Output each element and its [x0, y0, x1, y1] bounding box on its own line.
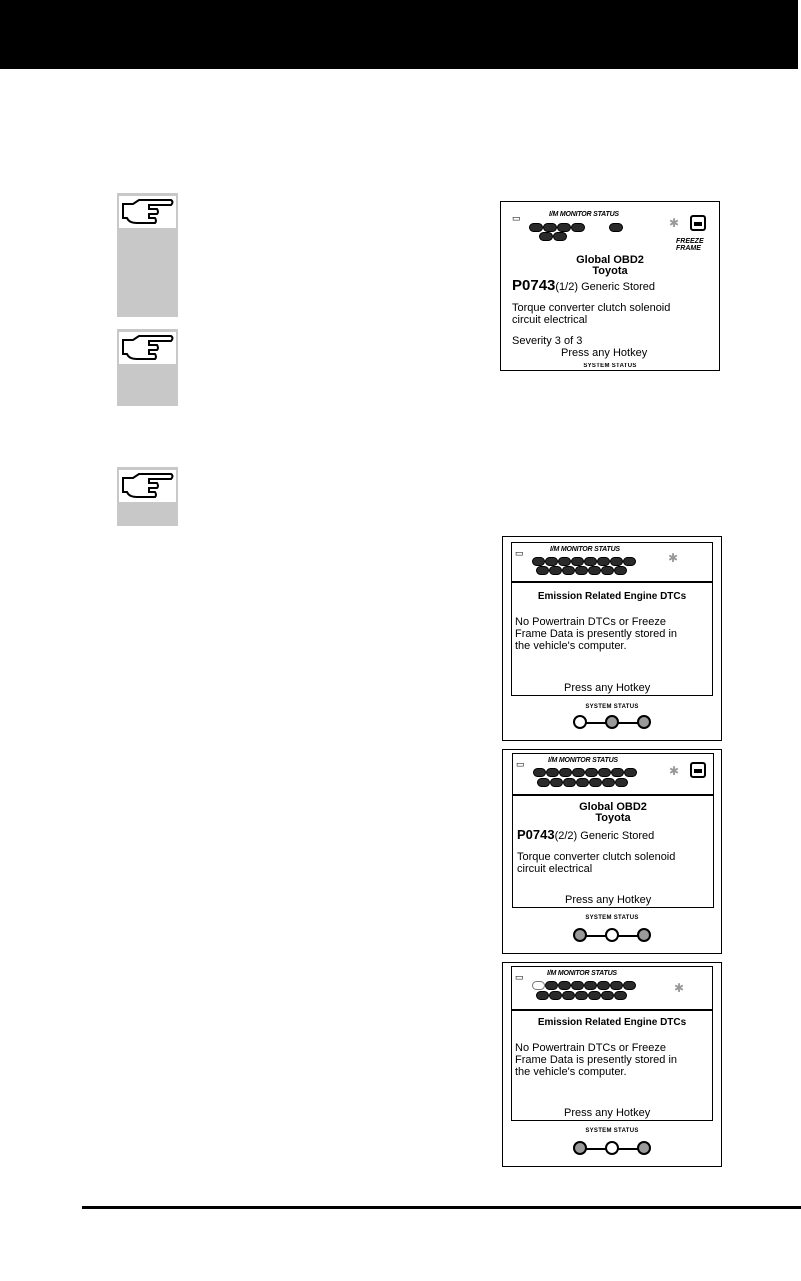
- monitor-status-title: I/M MONITOR STATUS: [549, 211, 619, 218]
- note-hand-icon: [119, 470, 176, 502]
- system-status-label: SYSTEM STATUS: [585, 1128, 639, 1134]
- battery-icon: ▭: [515, 548, 524, 558]
- dtc-description-2: circuit electrical: [517, 863, 593, 875]
- battery-icon: ▭: [512, 213, 521, 223]
- header-bar: [0, 0, 801, 69]
- note-hand-icon: [119, 196, 176, 228]
- monitor-status-title: I/M MONITOR STATUS: [547, 970, 617, 977]
- scanner-screen-1: [500, 201, 720, 371]
- status-led-3: [637, 928, 651, 942]
- bluetooth-icon: ✱: [669, 216, 680, 230]
- status-led-1: [573, 1141, 587, 1155]
- bluetooth-icon: ✱: [668, 551, 679, 565]
- dtc-description-1: Torque converter clutch solenoid: [517, 851, 676, 863]
- scanner-screen-3: [502, 749, 722, 954]
- hotkey-prompt: Press any Hotkey: [564, 682, 651, 694]
- dtc-heading: Emission Related Engine DTCs: [537, 591, 687, 602]
- freeze-frame-icon: [690, 215, 706, 231]
- dtc-line: P0743(2/2) Generic Stored: [517, 827, 655, 842]
- hotkey-prompt: Press any Hotkey: [561, 347, 648, 359]
- note-icon-3: [117, 467, 178, 526]
- freeze-frame-label: FREEZE FRAME: [676, 238, 704, 252]
- battery-icon: ▭: [516, 759, 525, 769]
- status-led-1: [573, 928, 587, 942]
- make-line: Toyota: [592, 265, 628, 277]
- message-line-1: No Powertrain DTCs or Freeze: [515, 616, 666, 628]
- message-line-1: No Powertrain DTCs or Freeze: [515, 1042, 666, 1054]
- system-status-label: SYSTEM STATUS: [585, 915, 639, 921]
- hotkey-prompt: Press any Hotkey: [565, 894, 652, 906]
- message-line-2: Frame Data is presently stored in: [515, 628, 678, 640]
- hotkey-prompt: Press any Hotkey: [564, 1107, 651, 1119]
- protocol-line: Global OBD2: [579, 801, 647, 813]
- bluetooth-icon: ✱: [674, 981, 685, 995]
- status-led-2: [605, 1141, 619, 1155]
- scanner-screen-2: [502, 536, 722, 741]
- make-line: Toyota: [595, 812, 631, 824]
- dtc-description-2: circuit electrical: [512, 314, 588, 326]
- severity-text: Severity 3 of 3: [512, 335, 583, 347]
- status-led-2: [605, 928, 619, 942]
- message-line-3: the vehicle's computer.: [515, 640, 627, 652]
- monitor-status-title: I/M MONITOR STATUS: [548, 757, 618, 764]
- note-hand-icon: [119, 332, 176, 364]
- status-led-2: [605, 715, 619, 729]
- monitor-status-title: I/M MONITOR STATUS: [550, 546, 620, 553]
- scanner-screen-4: [502, 962, 722, 1167]
- system-status-label: SYSTEM STATUS: [585, 704, 639, 710]
- dtc-description-1: Torque converter clutch solenoid: [512, 302, 671, 314]
- status-led-1: [573, 715, 587, 729]
- message-line-2: Frame Data is presently stored in: [515, 1054, 678, 1066]
- footer-rule: [82, 1206, 801, 1209]
- note-icon-1: [117, 193, 178, 317]
- message-line-3: the vehicle's computer.: [515, 1066, 627, 1078]
- battery-icon: ▭: [515, 972, 524, 982]
- freeze-frame-icon: [690, 762, 706, 778]
- dtc-heading: Emission Related Engine DTCs: [537, 1017, 687, 1028]
- note-icon-2: [117, 329, 178, 406]
- status-led-3: [637, 1141, 651, 1155]
- system-status-label: SYSTEM STATUS: [583, 363, 637, 369]
- protocol-line: Global OBD2: [576, 254, 644, 266]
- bluetooth-icon: ✱: [669, 764, 680, 778]
- dtc-line: P0743(1/2) Generic Stored: [512, 277, 656, 294]
- status-led-3: [637, 715, 651, 729]
